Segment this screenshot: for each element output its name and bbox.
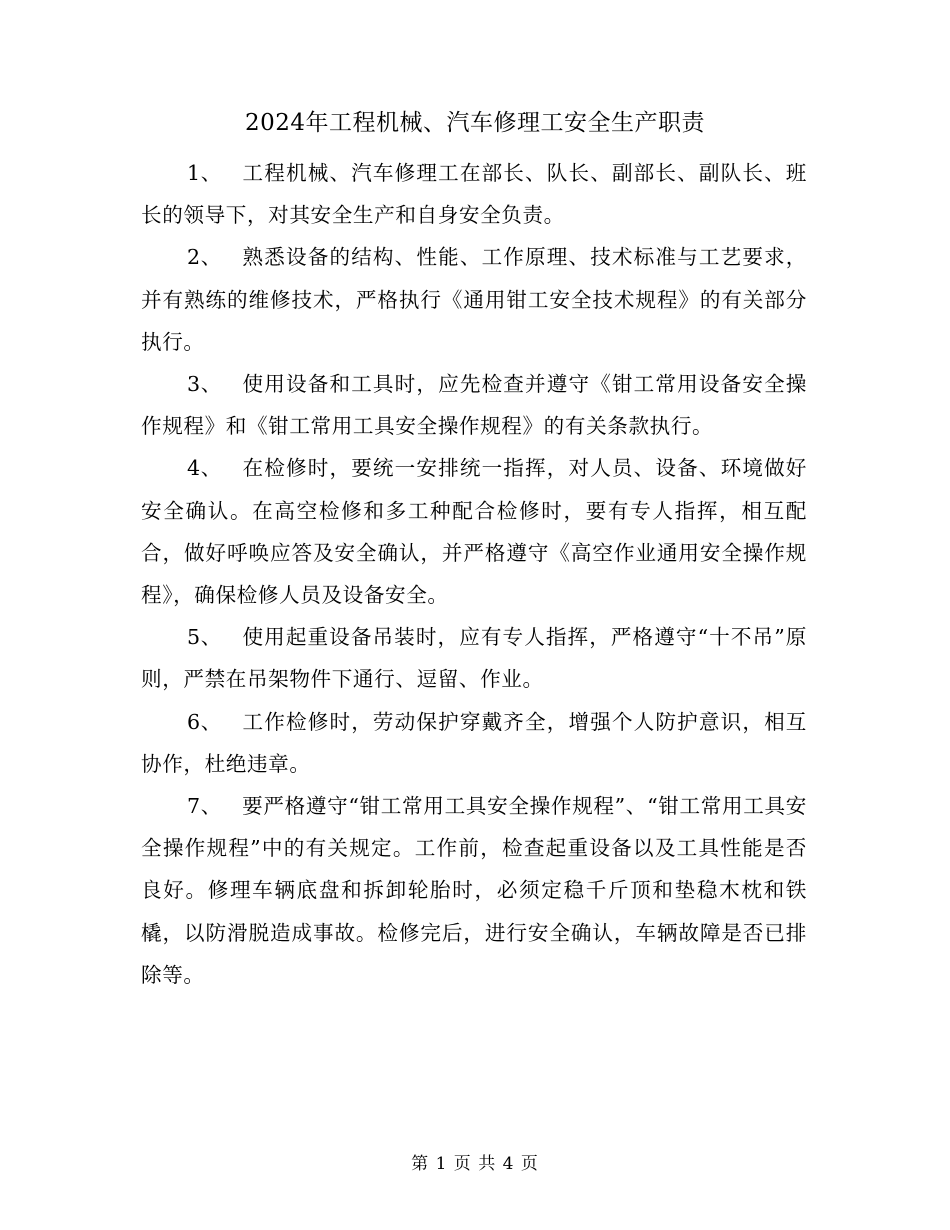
paragraph-2 <box>141 236 807 363</box>
paragraph-7 <box>141 785 807 996</box>
document-body <box>141 152 807 996</box>
page-number-footer: 第 1 页 共 4 页 <box>411 1154 539 1174</box>
paragraph-text: 工程机械、汽车修理工在部长、队长、副部长、副队长、班长的领导下，对其安全生产和自身安全负责。 <box>141 161 807 228</box>
paragraph-5 <box>141 616 807 700</box>
paragraph-text: 在检修时，要统一安排统一指挥，对人员、设备、环境做好安全确认。在高空检修和多工种配合检修时，要有专人指挥，相互配合，做好呼唤应答及安全确认，并严格遵守《高空作业通用安全操作规程》，确保检修人员及设备安全。 <box>141 456 807 608</box>
paragraph-text: 熟悉设备的结构、性能、工作原理、技术标准与工艺要求，并有熟练的维修技术，严格执行《通用钳工安全技术规程》的有关部分执行。 <box>141 245 807 354</box>
paragraph-number: 3、 <box>187 372 222 397</box>
paragraph-3 <box>141 363 807 447</box>
paragraph-6 <box>141 701 807 785</box>
paragraph-text: 要严格遵守“钳工常用工具安全操作规程”、“钳工常用工具安全操作规程”中的有关规定。工作前，检查起重设备以及工具性能是否良好。修理车辆底盘和拆卸轮胎时，必须定稳千斤顶和垫稳木枕和铁橇，以防滑脱造成事故。检修完后，进行安全确认，车辆故障是否已排除等。 <box>141 794 807 987</box>
paragraph-number: 2、 <box>187 245 222 270</box>
paragraph-number: 5、 <box>187 625 222 650</box>
document-title: 2024年工程机械、汽车修理工安全生产职责 <box>244 110 706 136</box>
paragraph-1 <box>141 152 807 236</box>
paragraph-number: 1、 <box>187 161 222 185</box>
paragraph-text: 使用设备和工具时，应先检查并遵守《钳工常用设备安全操作规程》和《钳工常用工具安全操作规程》的有关条款执行。 <box>141 372 807 439</box>
paragraph-text: 工作检修时，劳动保护穿戴齐全，增强个人防护意识，相互协作，杜绝违章。 <box>141 709 807 776</box>
paragraph-number: 4、 <box>187 456 222 481</box>
paragraph-4 <box>141 447 807 616</box>
paragraph-number: 7、 <box>187 794 222 819</box>
paragraph-number: 6、 <box>187 709 222 734</box>
paragraph-text: 使用起重设备吊装时，应有专人指挥，严格遵守“十不吊”原则，严禁在吊架物件下通行、逗留、作业。 <box>141 625 807 692</box>
